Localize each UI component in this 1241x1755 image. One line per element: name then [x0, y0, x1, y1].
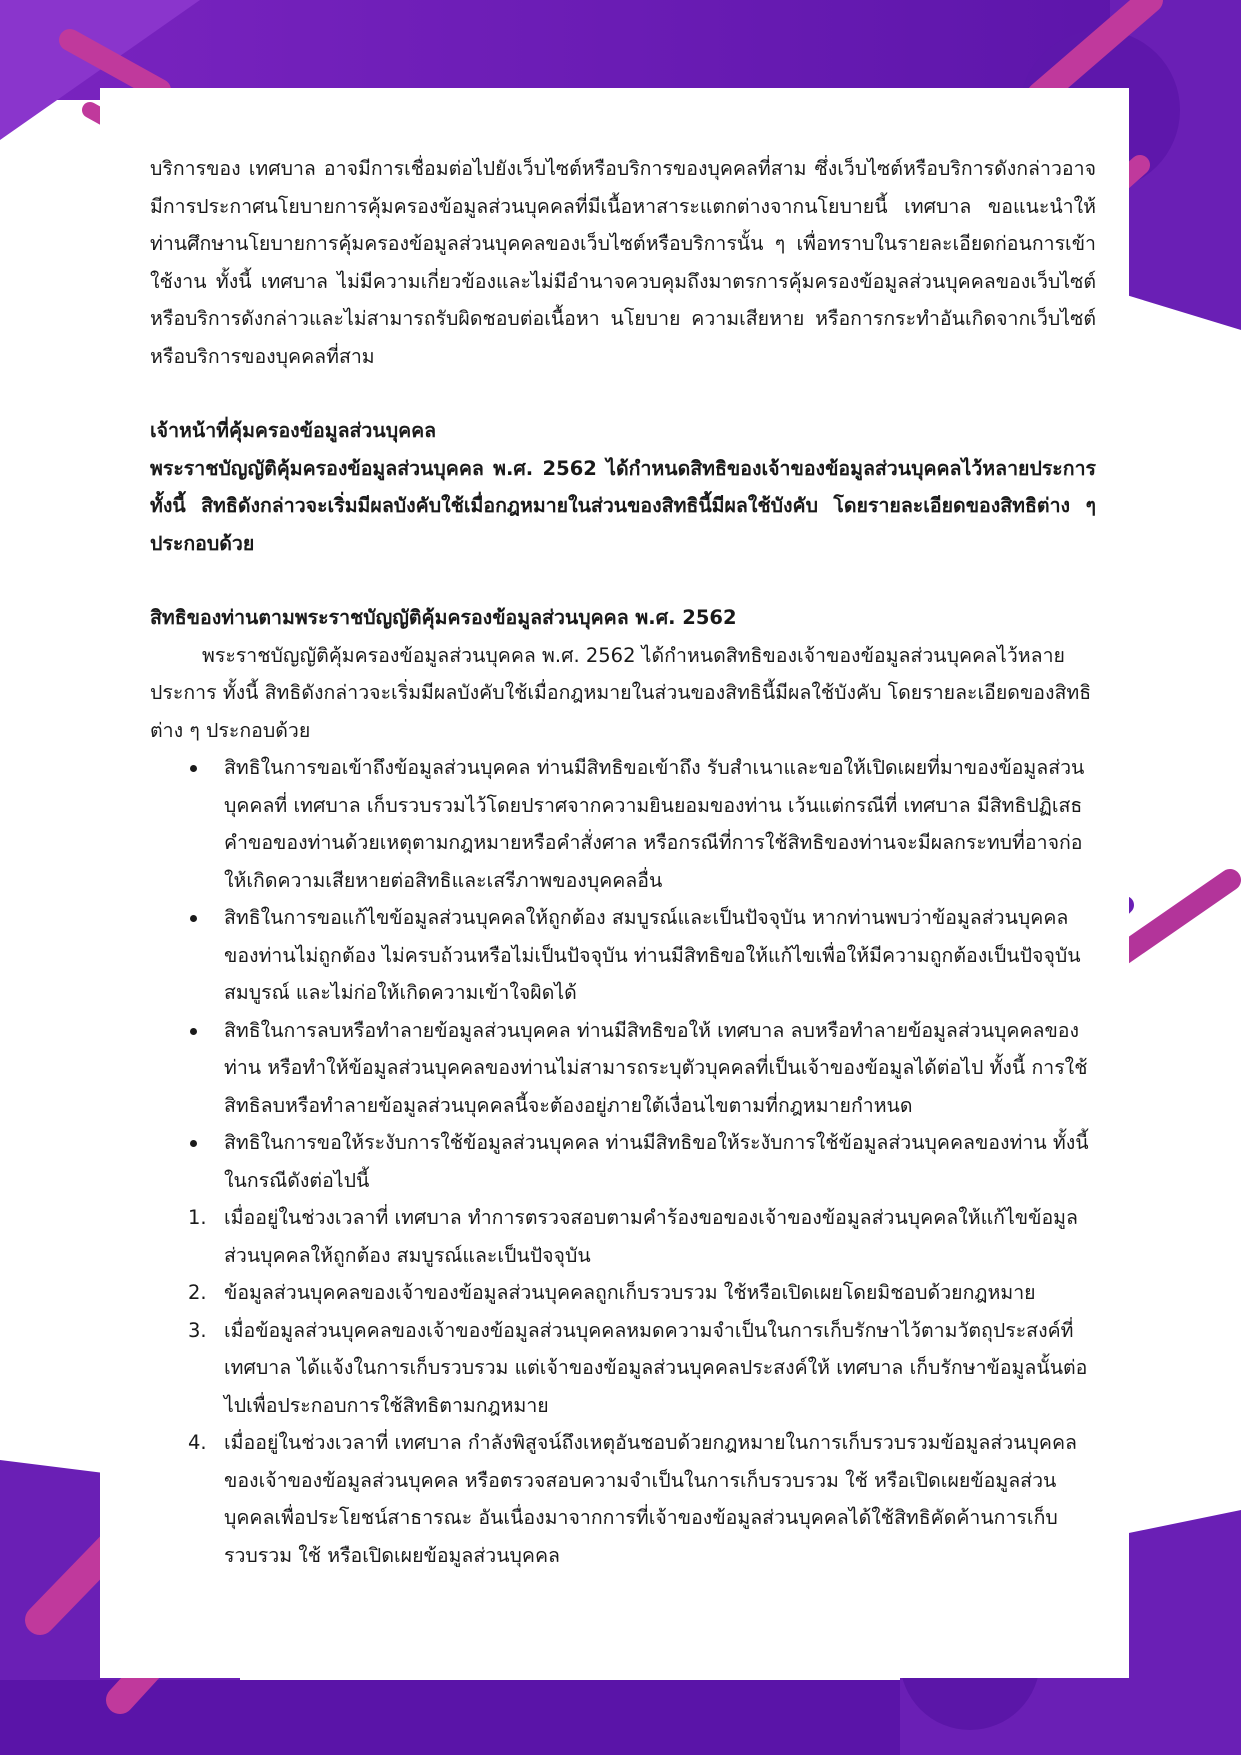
item-number: 1. — [188, 1206, 207, 1229]
list-item — [150, 1274, 1096, 1312]
list-item — [150, 1199, 1096, 1274]
bullet-text: สิทธิในการลบหรือทำลายข้อมูลส่วนบุคคล ท่านมีสิทธิขอให้ เทศบาล ลบหรือทำลายข้อมูลส่วนบุคคลของท่าน หรือทำให้ข้อมูลส่วนบุคคลของท่านไม่สามารถระบุตัวบุคคลที่เป็นเจ้าของข้อมูลได้ต่อไป ทั้งนี้ การใช้สิทธิลบหรือทำลายข้อมูลส่วนบุคคลนี้จะต้องอยู่ภายใต้เงื่อนไขตามที่กฎหมายกำหนด — [224, 1018, 1088, 1117]
item-text: เมื่อข้อมูลส่วนบุคคลของเจ้าของข้อมูลส่วนบุคคลหมดความจำเป็นในการเก็บรักษาไว้ตามวัตถุประสงค์ที่ เทศบาล ได้แจ้งในการเก็บรวบรวม แต่เจ้าของข้อมูลส่วนบุคคลประสงค์ให้ เทศบาล เก็บรักษาข้อมูลนั้นต่อไปเพื่อประกอบการใช้สิทธิตามกฎหมาย — [224, 1318, 1088, 1417]
list-item — [150, 1312, 1096, 1425]
list-item — [150, 749, 1096, 899]
bullet-dot — [190, 765, 197, 772]
section2-heading: สิทธิของท่านตามพระราชบัญญัติคุ้มครองข้อมูลส่วนบุคคล พ.ศ. 2562 — [150, 606, 737, 629]
item-number: 4. — [188, 1431, 207, 1454]
section1-body: พระราชบัญญัติคุ้มครองข้อมูลส่วนบุคคล พ.ศ. 2562 ได้กำหนดสิทธิของเจ้าของข้อมูลส่วนบุคคลไว้หลายประการ ทั้งนี้ สิทธิดังกล่าวจะเริ่มมีผลบังคับใช้เมื่อกฎหมายในส่วนของสิทธินี้มีผลใช้บังคับ โดยรายละเอียดของสิทธิต่าง ๆ ประกอบด้วย — [150, 456, 1096, 555]
section2-body: พระราชบัญญัติคุ้มครองข้อมูลส่วนบุคคล พ.ศ. 2562 ได้กำหนดสิทธิของเจ้าของข้อมูลส่วนบุคคลไว้หลายประการ ทั้งนี้ สิทธิดังกล่าวจะเริ่มมีผลบังคับใช้เมื่อกฎหมายในส่วนของสิทธินี้มีผลใช้บังคับ โดยรายละเอียดของสิทธิต่าง ๆ ประกอบด้วย — [150, 643, 1092, 742]
bullet-text: สิทธิในการขอเข้าถึงข้อมูลส่วนบุคคล ท่านมีสิทธิขอเข้าถึง รับสำเนาและขอให้เปิดเผยที่มาของข้อมูลส่วนบุคคลที่ เทศบาล เก็บรวบรวมไว้โดยปราศจากความยินยอมของท่าน เว้นแต่กรณีที่ เทศบาล มีสิทธิปฏิเสธคำขอของท่านด้วยเหตุตามกฎหมายหรือคำสั่งศาล หรือกรณีที่การใช้สิทธิของท่านจะมีผลกระทบที่อาจก่อให้เกิดความเสียหายต่อสิทธิและเสรีภาพของบุคคลอื่น — [224, 756, 1085, 892]
spacer — [150, 562, 1096, 599]
section1-heading: เจ้าหน้าที่คุ้มครองข้อมูลส่วนบุคคล — [150, 419, 437, 442]
list-item — [150, 899, 1096, 1012]
list-item — [150, 1124, 1096, 1199]
item-text: เมื่ออยู่ในช่วงเวลาที่ เทศบาล ทำการตรวจสอบตามคำร้องขอของเจ้าของข้อมูลส่วนบุคคลให้แก้ไขข้อมูลส่วนบุคคลให้ถูกต้อง สมบูรณ์และเป็นปัจจุบัน — [224, 1206, 1078, 1267]
spacer — [150, 375, 1096, 412]
list-item — [150, 1012, 1096, 1125]
item-text: ข้อมูลส่วนบุคคลของเจ้าของข้อมูลส่วนบุคคลถูกเก็บรวบรวม ใช้หรือเปิดเผยโดยมิชอบด้วยกฎหมาย — [224, 1281, 1036, 1304]
document-content — [150, 150, 1096, 1574]
list-item — [150, 1424, 1096, 1574]
item-text: เมื่ออยู่ในช่วงเวลาที่ เทศบาล กำลังพิสูจน์ถึงเหตุอันชอบด้วยกฎหมายในการเก็บรวบรวมข้อมูลส่วนบุคคลของเจ้าของข้อมูลส่วนบุคคล หรือตรวจสอบความจำเป็นในการเก็บรวบรวม ใช้ หรือเปิดเผยข้อมูลส่วนบุคคลเพื่อประโยชน์สาธารณะ อันเนื่องมาจากการที่เจ้าของข้อมูลส่วนบุคคลได้ใช้สิทธิคัดค้านการเก็บรวบรวม ใช้ หรือเปิดเผยข้อมูลส่วนบุคคล — [224, 1431, 1077, 1567]
bullet-dot — [190, 915, 197, 922]
bullet-text: สิทธิในการขอแก้ไขข้อมูลส่วนบุคคลให้ถูกต้อง สมบูรณ์และเป็นปัจจุบัน หากท่านพบว่าข้อมูลส่วนบุคคลของท่านไม่ถูกต้อง ไม่ครบถ้วนหรือไม่เป็นปัจจุบัน ท่านมีสิทธิขอให้แก้ไขเพื่อให้มีความถูกต้องเป็นปัจจุบัน สมบูรณ์ และไม่ก่อให้เกิดความเข้าใจผิดได้ — [224, 906, 1081, 1004]
item-number: 2. — [188, 1281, 207, 1304]
item-number: 3. — [188, 1318, 207, 1342]
suspension-cases-list — [150, 1199, 1096, 1574]
bullet-dot — [190, 1028, 197, 1035]
bullet-text: สิทธิในการขอให้ระงับการใช้ข้อมูลส่วนบุคคล ท่านมีสิทธิขอให้ระงับการใช้ข้อมูลส่วนบุคคลของท่าน ทั้งนี้ ในกรณีดังต่อไปนี้ — [224, 1131, 1089, 1192]
bullet-dot — [190, 1140, 197, 1147]
intro-paragraph: บริการของ เทศบาล อาจมีการเชื่อมต่อไปยังเว็บไซต์หรือบริการของบุคคลที่สาม ซึ่งเว็บไซต์หรือบริการดังกล่าวอาจมีการประกาศนโยบายการคุ้มครองข้อมูลส่วนบุคคลที่มีเนื้อหาสาระแตกต่างจากนโยบายนี้ เทศบาล ขอแนะนำให้ท่านศึกษานโยบายการคุ้มครองข้อมูลส่วนบุคคลของเว็บไซต์หรือบริการนั้น ๆ เพื่อทราบในรายละเอียดก่อนการเข้าใช้งาน ทั้งนี้ เทศบาล ไม่มีความเกี่ยวข้องและไม่มีอำนาจควบคุมถึงมาตรการคุ้มครองข้อมูลส่วนบุคคลของเว็บไซต์หรือบริการดังกล่าวและไม่สามารถรับผิดชอบต่อเนื้อหา นโยบาย ความเสียหาย หรือการกระทำอันเกิดจากเว็บไซต์หรือบริการของบุคคลที่สาม — [150, 157, 1096, 368]
rights-bullet-list — [150, 749, 1096, 1199]
